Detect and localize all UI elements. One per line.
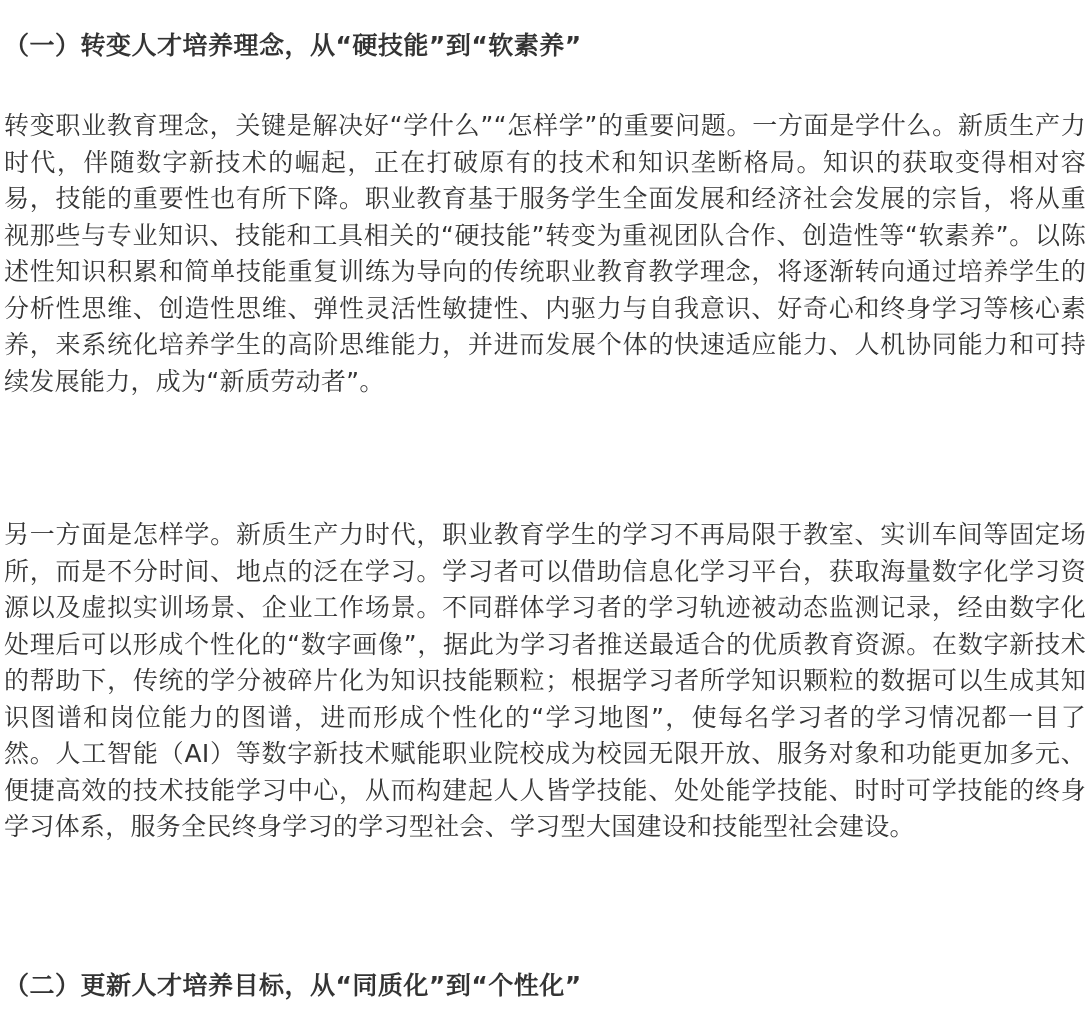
section-heading-2: （二）更新人才培养目标，从“同质化”到“个性化” [4, 971, 582, 1000]
paragraph-2: 另一方面是怎样学。新质生产力时代，职业教育学生的学习不再局限于教室、实训车间等固定场所，而是不分时间、地点的泛在学习。学习者可以借助信息化学习平台，获取海量数字化学习资源以及虚拟实训场景、企业工作场景。不同群体学习者的学习轨迹被动态监测记录，经由数字化处理后可以形成个性化的“数字画像”，据此为学习者推送最适合的优质教育资源。在数字新技术的帮助下，传统的学分被碎片化为知识技能颗粒；根据学习者所学知识颗粒的数据可以生成其知识图谱和岗位能力的图谱，进而形成个性化的“学习地图”，使每名学习者的学习情况都一目了然。人工智能（AI）等数字新技术赋能职业院校成为校园无限开放、服务对象和功能更加多元、便捷高效的技术技能学习中心，从而构建起人人皆学技能、处处能学技能、时时可学技能的终身学习体系，服务全民终身学习的学习型社会、学习型大国建设和技能型社会建设。 [4, 520, 1086, 841]
paragraph-1: 转变职业教育理念，关键是解决好“学什么”“怎样学”的重要问题。一方面是学什么。新质生产力时代，伴随数字新技术的崛起，正在打破原有的技术和知识垄断格局。知识的获取变得相对容易，技能的重要性也有所下降。职业教育基于服务学生全面发展和经济社会发展的宗旨，将从重视那些与专业知识、技能和工具相关的“硬技能”转变为重视团队合作、创造性等“软素养”。以陈述性知识积累和简单技能重复训练为导向的传统职业教育教学理念，将逐渐转向通过培养学生的分析性思维、创造性思维、弹性灵活性敏捷性、内驱力与自我意识、好奇心和终身学习等核心素养，来系统化培养学生的高阶思维能力，并进而发展个体的快速适应能力、人机协同能力和可持续发展能力，成为“新质劳动者”。 [4, 111, 1086, 396]
section-heading-1: （一）转变人才培养理念，从“硬技能”到“软素养” [4, 31, 582, 60]
